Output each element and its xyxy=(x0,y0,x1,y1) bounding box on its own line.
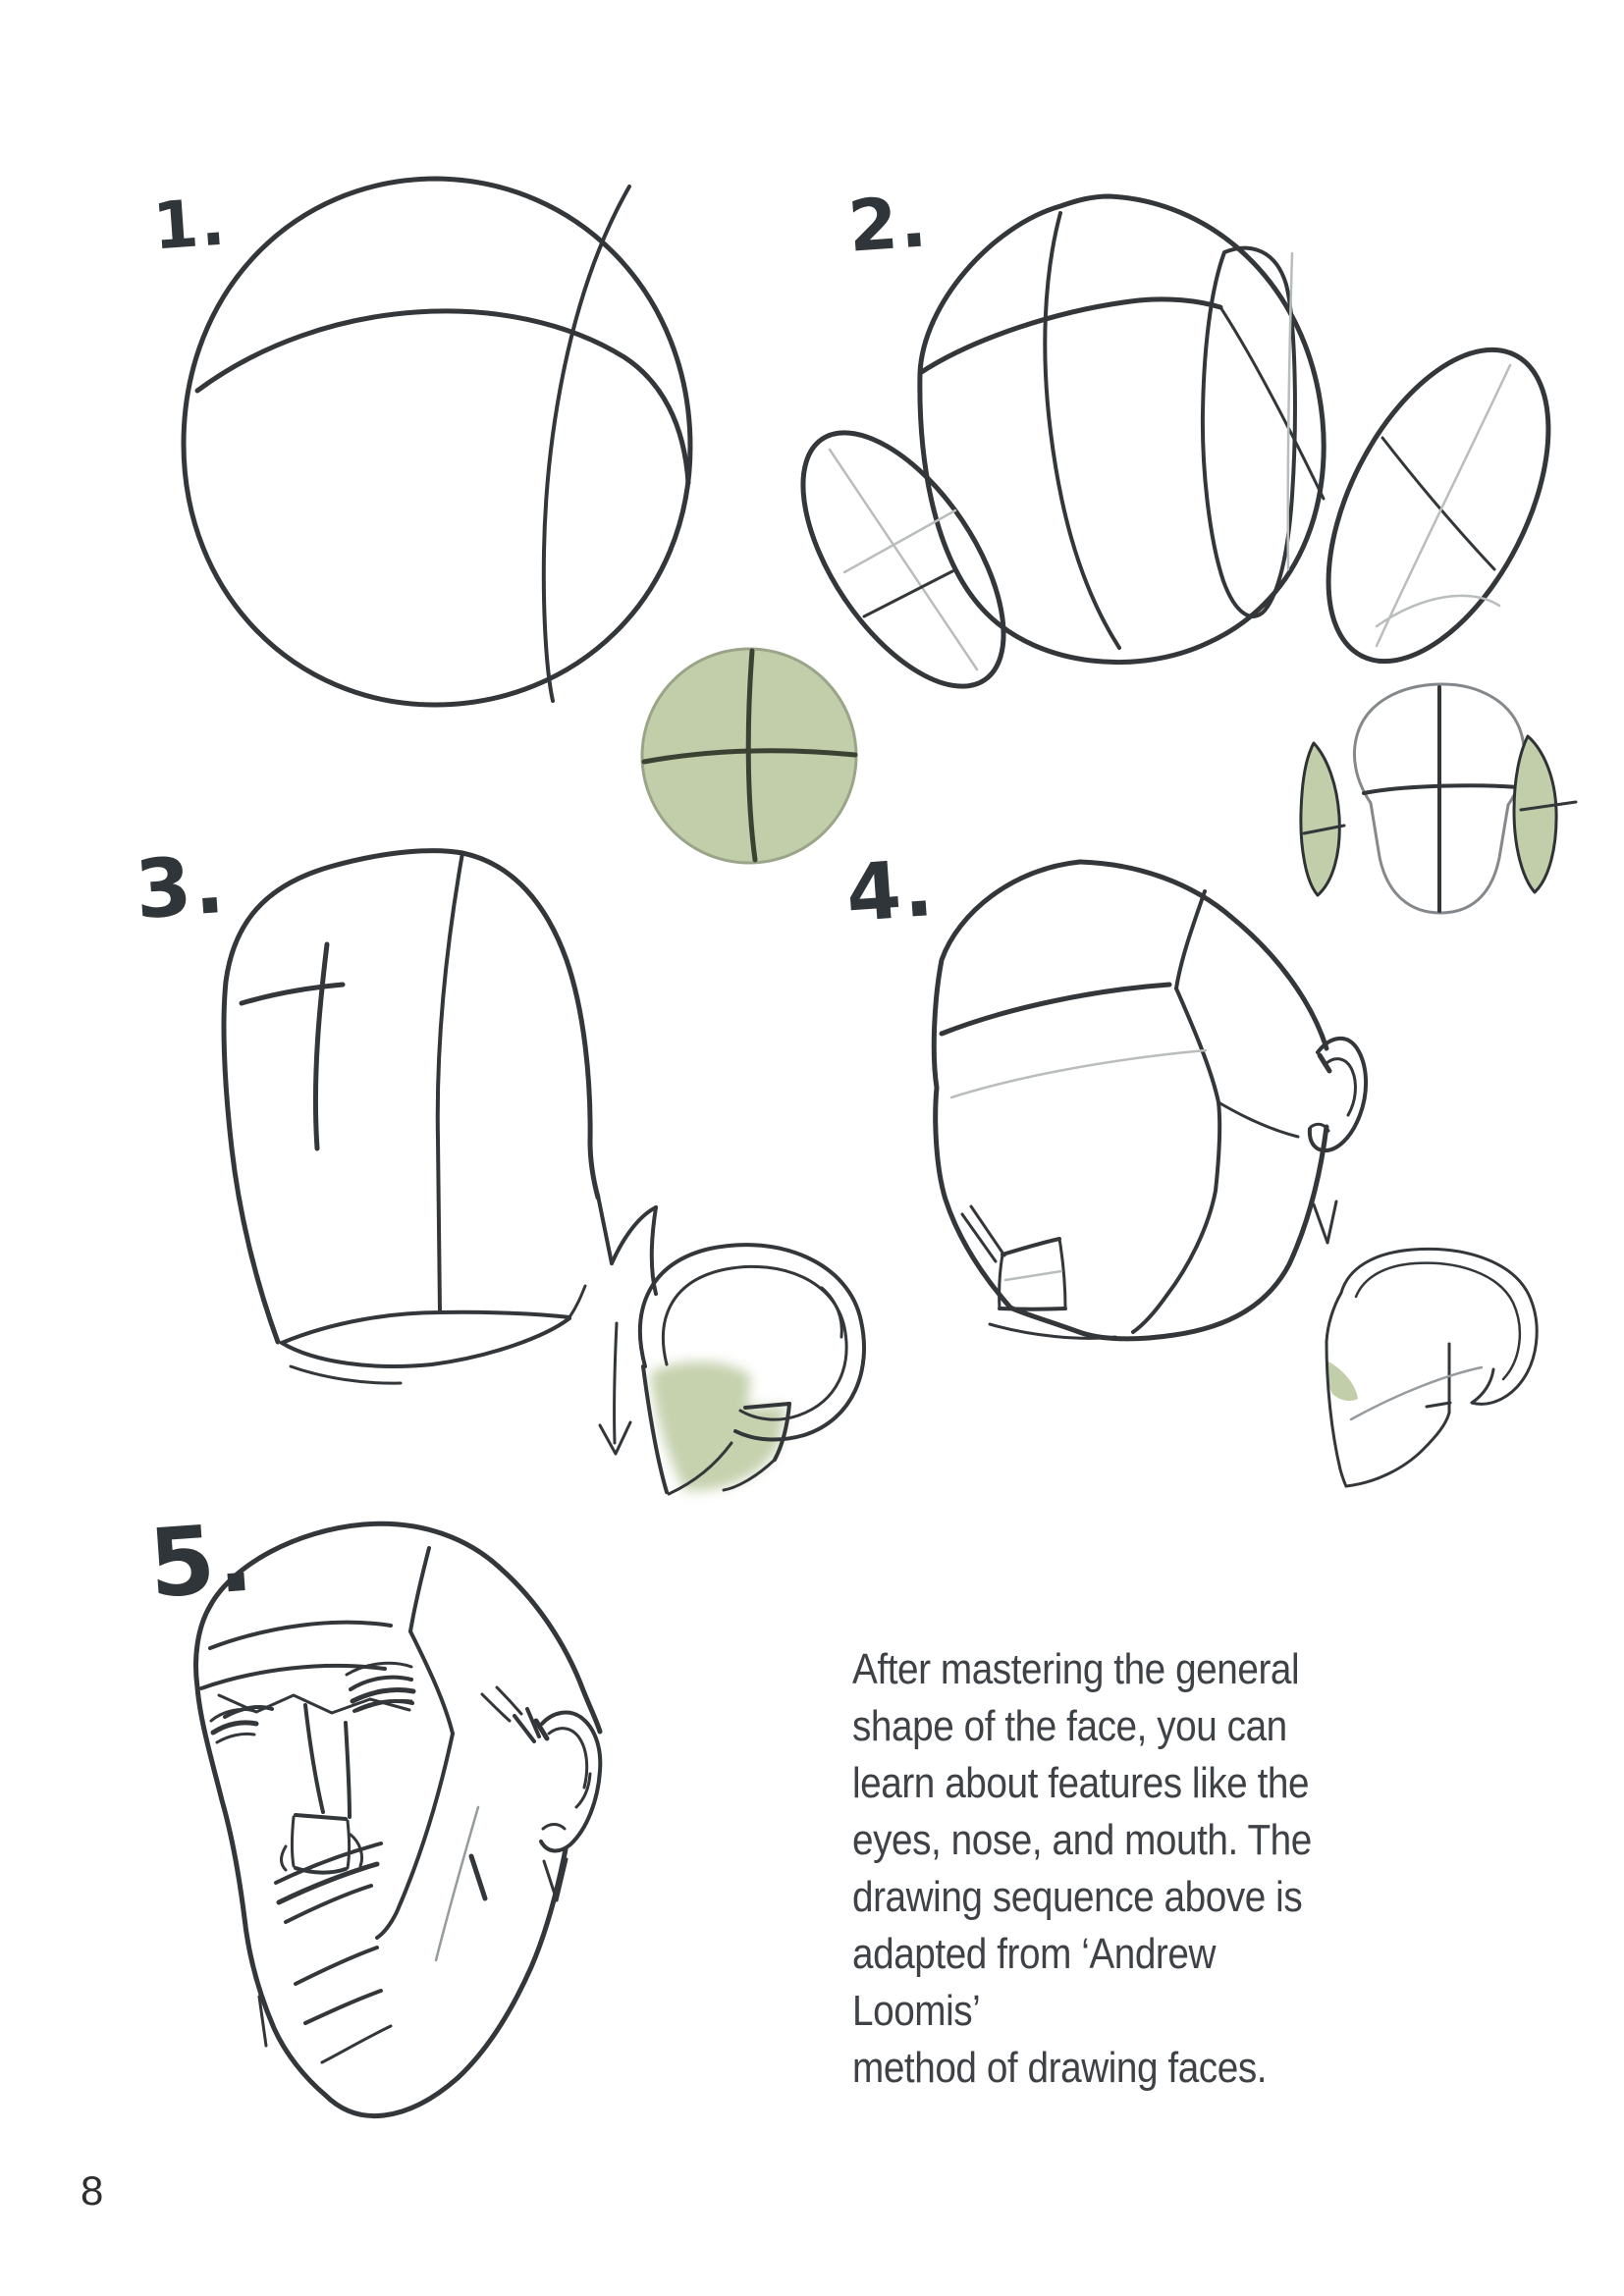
body-text-line: drawing sequence above is xyxy=(852,1873,1303,1921)
step3-head-block-figure xyxy=(224,851,656,1384)
body-text-line: method of drawing faces. xyxy=(852,2044,1268,2092)
step-2-label: 2. xyxy=(845,180,932,268)
body-text-line: After mastering the general xyxy=(852,1645,1300,1693)
side-view-head-helper-sliver xyxy=(1326,1249,1537,1486)
step4-faceted-head-figure xyxy=(934,862,1366,1339)
body-text-line: adapted from ‘Andrew Loomis’ xyxy=(852,1930,1217,2035)
front-view-head-helper xyxy=(1301,684,1576,913)
step-5-label: 5. xyxy=(145,1502,259,1620)
step5-planar-face-figure xyxy=(196,1523,601,2115)
step-3-label: 3. xyxy=(132,837,230,938)
body-text-line: eyes, nose, and mouth. The xyxy=(852,1816,1312,1864)
step2-ball-figure xyxy=(764,196,1595,720)
side-view-head-helper-arrow xyxy=(600,1245,864,1494)
step-4-label: 4. xyxy=(842,841,939,940)
body-text-line: shape of the face, you can xyxy=(852,1702,1287,1750)
step1-ball-figure xyxy=(184,179,690,705)
page-number: 8 xyxy=(81,2167,104,2214)
green-cross-ball-icon xyxy=(642,649,856,863)
body-text-line: learn about features like the xyxy=(852,1759,1310,1807)
body-text xyxy=(852,1641,1336,2097)
step-1-label: 1. xyxy=(150,184,230,265)
